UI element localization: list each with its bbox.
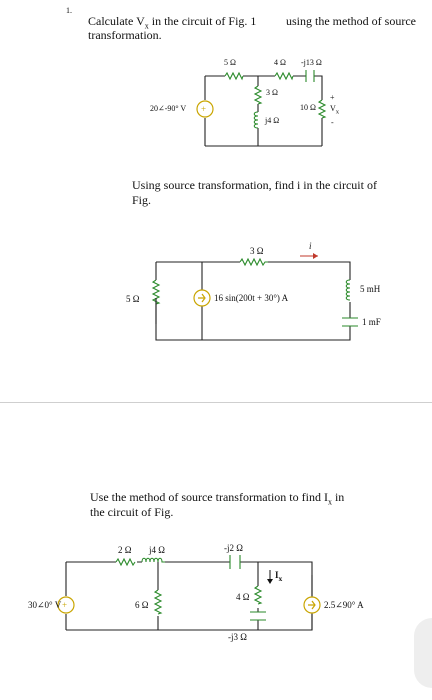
c2-label-cap: 1 mF	[362, 317, 381, 327]
c1-label-source: 20∠-90° V	[150, 104, 187, 113]
problem2-text-line2: Fig.	[132, 193, 152, 207]
c3-label-ix	[275, 570, 282, 583]
c1-resistor-5	[225, 73, 243, 79]
c3-label-r6: 6 Ω	[135, 600, 149, 610]
c1-resistor-3	[255, 86, 261, 104]
c2-label-r3: 3 Ω	[250, 246, 264, 256]
c1-source-plus: +	[201, 104, 207, 114]
p1-text-b: in the circuit of Fig. 1	[148, 14, 257, 28]
c3-label-source-v: 30∠0° V	[28, 600, 62, 610]
c2-inductor	[346, 280, 350, 300]
c1-vx: V	[330, 104, 336, 113]
c3-inductor	[142, 558, 165, 562]
c2-label-ind: 5 mH	[360, 284, 381, 294]
problem2-text-line1: Using source transformation, find i in the circuit of	[132, 178, 377, 192]
c2-label-r5: 5 Ω	[126, 294, 140, 304]
svg-text:+: +	[62, 600, 68, 610]
c1-label-r5: 5 Ω	[224, 58, 236, 67]
section-divider	[0, 402, 432, 403]
c3-ix: I	[275, 570, 279, 580]
c1-label-minus: -	[331, 118, 334, 127]
c2-resistor-3	[240, 259, 268, 265]
c3-ix-sub: x	[278, 573, 283, 583]
c1-label-r4: 4 Ω	[274, 58, 286, 67]
c3-label-source-i: 2.5∠90° A	[324, 600, 364, 610]
c3-resistor-4	[255, 586, 261, 604]
p1-text-sub: x	[144, 21, 149, 31]
problem-number: 1.	[66, 6, 72, 15]
problem1-text-line2: transformation.	[88, 28, 162, 42]
c3-resistor-2	[116, 559, 135, 565]
p3-text-c: in	[331, 490, 345, 504]
c3-label-r2: 2 Ω	[118, 545, 132, 555]
c1-resistor-4	[275, 73, 293, 79]
c3-capacitor-3	[250, 612, 266, 620]
c1-label-ind: j4 Ω	[265, 116, 280, 125]
c3-capacitor-2	[230, 555, 240, 569]
c1-vx-sub: x	[335, 108, 340, 116]
c1-inductor	[254, 112, 258, 128]
c1-label-r3: 3 Ω	[266, 88, 278, 97]
c1-capacitor	[306, 70, 314, 82]
p3-text-a: Use the method of source transformation to find I	[90, 490, 328, 504]
c1-label-plus: +	[330, 93, 335, 102]
c3-label-ind: j4 Ω	[149, 545, 165, 555]
c3-resistor-6	[155, 590, 161, 614]
c3-label-cap2: -j2 Ω	[224, 543, 243, 553]
page-edge-shadow	[414, 618, 432, 688]
p1-text-a: Calculate V	[88, 14, 145, 28]
c3-label-r4: 4 Ω	[236, 592, 250, 602]
c1-label-cap: -j13 Ω	[301, 58, 322, 67]
problem3-text-line2: the circuit of Fig.	[90, 505, 174, 519]
c1-resistor-10	[319, 100, 325, 118]
problem1-text-line1-right: using the method of source	[286, 14, 416, 28]
circuit-3	[58, 555, 320, 630]
c1-label-vx	[330, 104, 339, 116]
p3-text-sub: x	[327, 497, 332, 507]
c3-label-cap3: -j3 Ω	[228, 632, 247, 642]
c2-label-i: i	[309, 241, 312, 251]
c2-label-source: 16 sin(200t + 30°) A	[214, 293, 289, 303]
c2-capacitor	[342, 318, 358, 326]
c1-label-r10: 10 Ω	[300, 103, 316, 112]
